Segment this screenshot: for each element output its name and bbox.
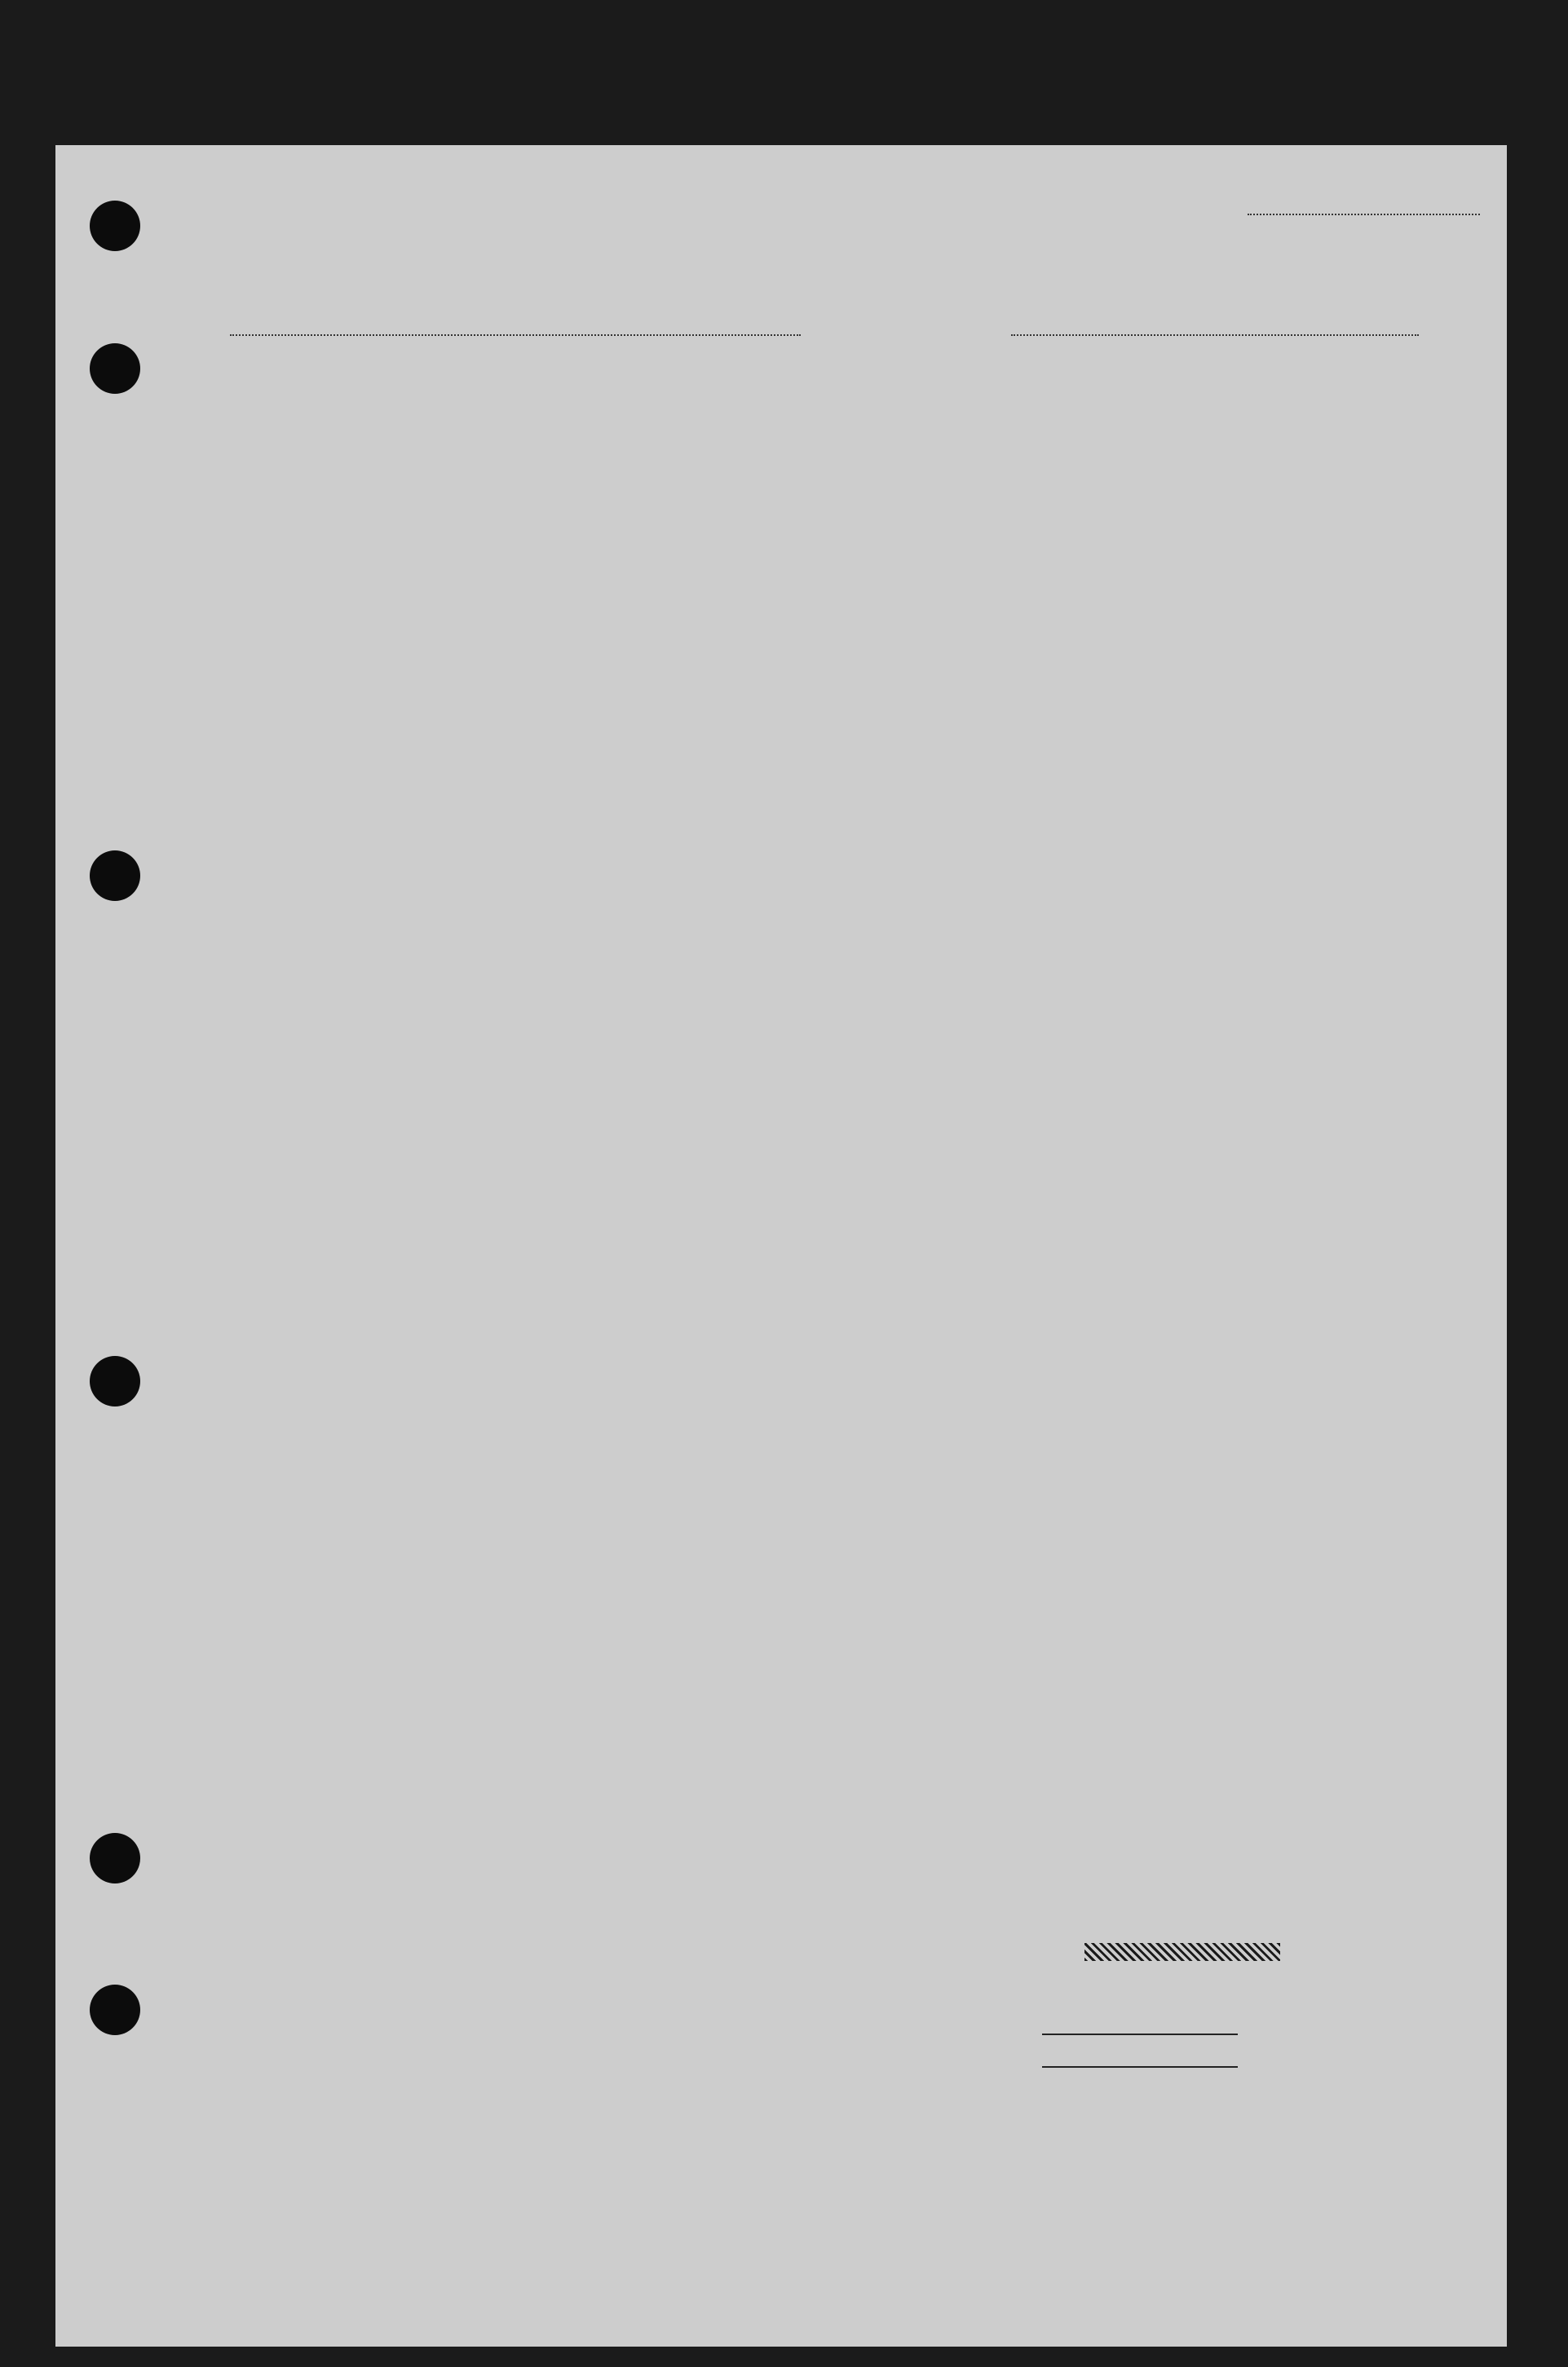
total-rule (1042, 2034, 1238, 2035)
total-rule-bottom (1042, 2066, 1238, 2068)
struck-out-text (1084, 1943, 1280, 1961)
